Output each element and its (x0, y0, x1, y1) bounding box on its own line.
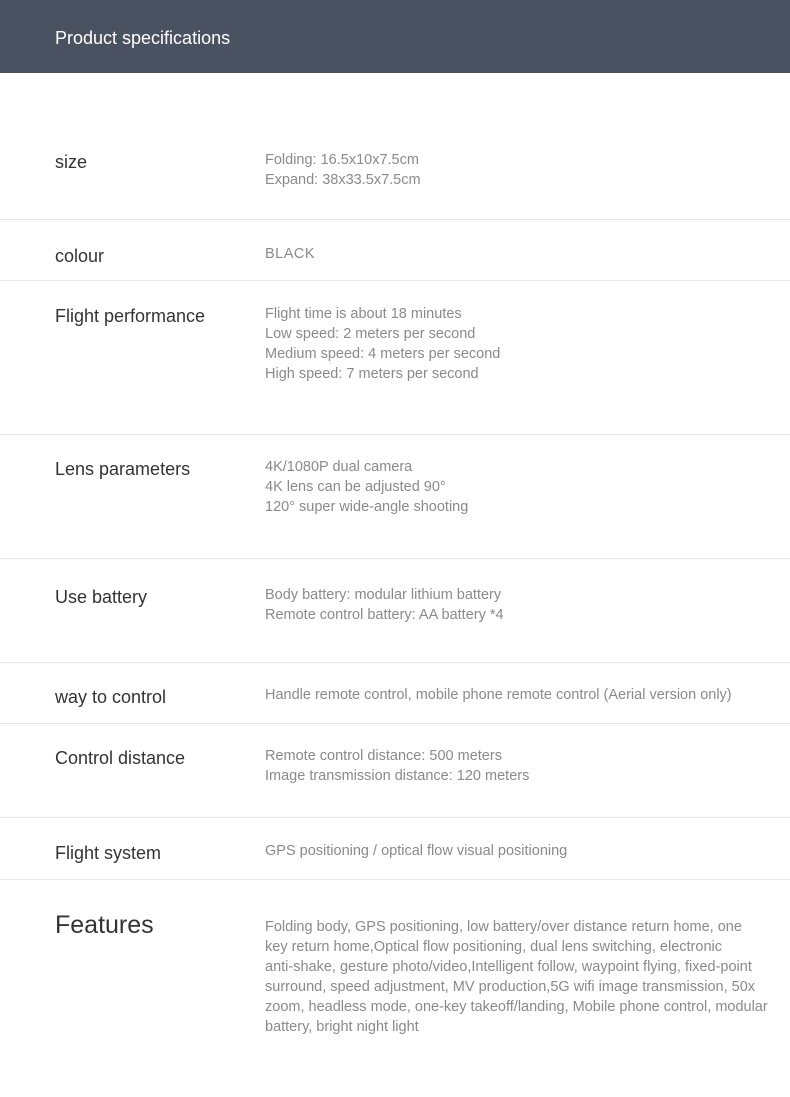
page-title: Product specifications (55, 28, 231, 48)
spec-line: 4K/1080P dual camera (265, 459, 413, 475)
divider (0, 558, 790, 559)
spec-line: Image transmission distance: 120 meters (265, 768, 530, 784)
spec-line: anti-shake, gesture photo/video,Intelligent follow, waypoint flying, fixed-point (265, 959, 752, 975)
spec-value-control-distance (265, 746, 770, 786)
spec-line: Medium speed: 4 meters per second (265, 346, 501, 362)
spec-label-lens-parameters: Lens parameters (55, 459, 191, 479)
spec-value-size (265, 150, 770, 190)
divider (0, 434, 790, 435)
spec-line: Low speed: 2 meters per second (265, 326, 476, 342)
spec-line: 4K lens can be adjusted 90° (265, 479, 446, 495)
spec-line: GPS positioning / optical flow visual positioning (265, 843, 568, 859)
spec-line: Folding body, GPS positioning, low battery/over distance return home, one (265, 919, 742, 935)
divider (0, 662, 790, 663)
spec-line: Remote control distance: 500 meters (265, 748, 502, 764)
spec-line: Flight time is about 18 minutes (265, 306, 462, 322)
spec-label-colour: colour (55, 246, 105, 266)
spec-line: 120° super wide-angle shooting (265, 499, 469, 515)
spec-value-features (265, 917, 770, 1037)
divider (0, 879, 790, 880)
divider (0, 219, 790, 220)
page-header (0, 0, 790, 73)
spec-line: battery, bright night light (265, 1019, 419, 1035)
divider (0, 817, 790, 818)
spec-value-use-battery (265, 585, 770, 625)
spec-line: Folding: 16.5x10x7.5cm (265, 152, 419, 168)
spec-label-size: size (55, 152, 88, 172)
spec-line: High speed: 7 meters per second (265, 366, 479, 382)
spec-label-way-to-control: way to control (55, 687, 167, 707)
spec-value-lens-parameters (265, 457, 770, 517)
spec-label-flight-system: Flight system (55, 843, 162, 863)
spec-label-use-battery: Use battery (55, 587, 148, 607)
spec-line: zoom, headless mode, one-key takeoff/landing, Mobile phone control, modular (265, 999, 768, 1015)
spec-value-colour (265, 244, 770, 264)
spec-line: surround, speed adjustment, MV production,5G wifi image transmission, 50x (265, 979, 756, 995)
spec-label-control-distance: Control distance (55, 748, 186, 768)
spec-line: BLACK (265, 246, 316, 262)
spec-value-flight-performance (265, 304, 770, 384)
spec-line: Handle remote control, mobile phone remote control (Aerial version only) (265, 687, 732, 703)
spec-label-features: Features (55, 911, 154, 939)
divider (0, 280, 790, 281)
spec-line: Remote control battery: AA battery *4 (265, 607, 504, 623)
spec-line: Body battery: modular lithium battery (265, 587, 502, 603)
divider (0, 723, 790, 724)
spec-line: Expand: 38x33.5x7.5cm (265, 172, 421, 188)
spec-value-flight-system (265, 841, 770, 861)
spec-label-flight-performance: Flight performance (55, 306, 206, 326)
spec-line: key return home,Optical flow positioning, dual lens switching, electronic (265, 939, 722, 955)
spec-value-way-to-control (265, 685, 770, 705)
